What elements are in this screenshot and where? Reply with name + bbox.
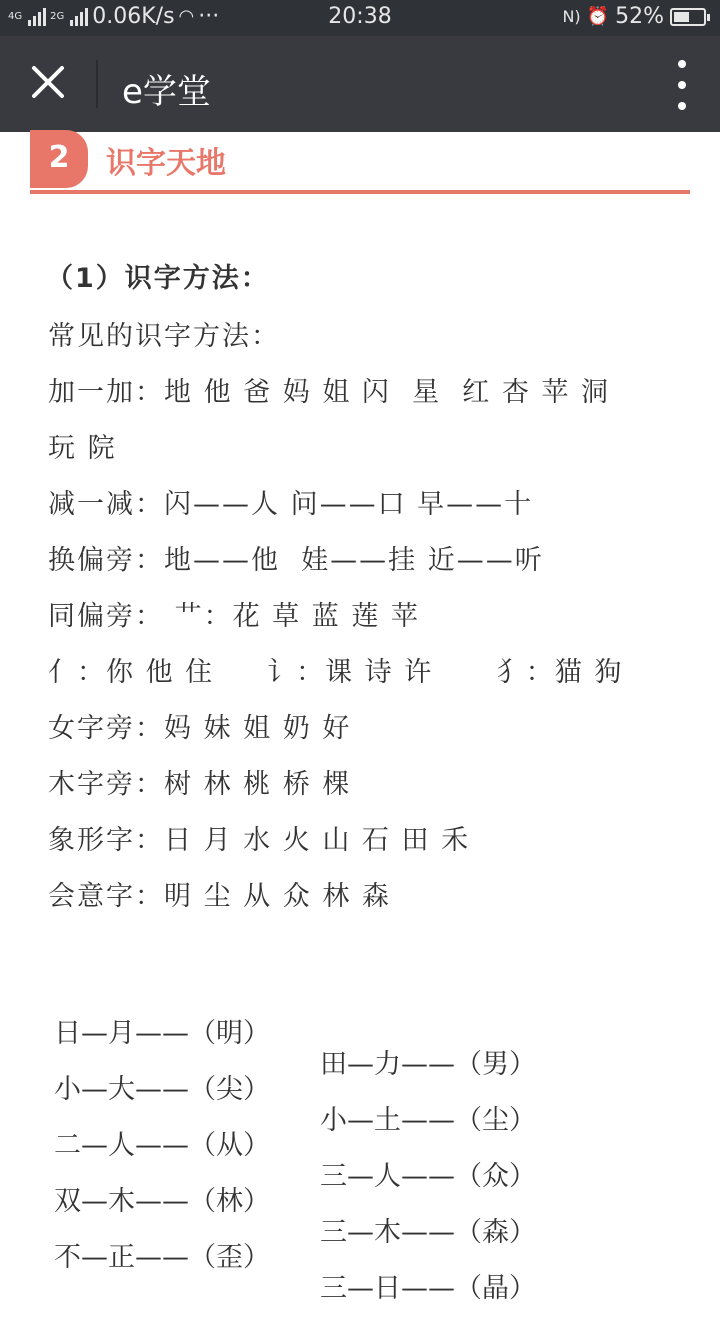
section-title: 识字天地 — [106, 146, 226, 181]
clock: 20:38 — [328, 4, 392, 29]
status-bar — [0, 0, 720, 36]
section-header — [30, 132, 690, 196]
subheading: （1）识字方法： — [46, 263, 270, 294]
pair-left: 日—月——（明） — [54, 1018, 270, 1049]
nfc-icon: N) — [562, 7, 581, 26]
status-right — [562, 4, 706, 29]
text-line: 加一加：地 他 爸 妈 姐 闪 星 红 杏 苹 洞 — [48, 377, 610, 408]
pair-right: 田—力——（男） — [320, 1049, 536, 1080]
pair-right: 三—日——（晶） — [320, 1273, 536, 1304]
text-line: 同偏旁： 艹：花 草 蓝 莲 苹 — [48, 601, 420, 632]
network-speed: 0.06K/s — [92, 4, 175, 29]
more-vertical-icon[interactable] — [670, 60, 694, 110]
text-line: 象形字：日 月 水 火 山 石 田 禾 — [48, 825, 471, 856]
section-number-badge: 2 — [30, 130, 88, 188]
text-line: 亻：你 他 住 讠：课 诗 许 犭：猫 狗 — [48, 657, 624, 688]
wifi-icon: ◠ — [178, 6, 195, 27]
pair-left: 不—正——（歪） — [54, 1242, 270, 1273]
text-line: 换偏旁：地——他 娃——挂 近——听 — [48, 545, 544, 576]
pair-left: 二—人——（从） — [54, 1130, 270, 1161]
pair-right: 三—人——（众） — [320, 1161, 536, 1192]
title-divider — [96, 60, 98, 108]
pair-right: 小—土——（尘） — [320, 1105, 536, 1136]
text-line: 木字旁：树 林 桃 桥 棵 — [48, 769, 352, 800]
text-line: 减一减：闪——人 问——口 早——十 — [48, 489, 534, 520]
text-line: 玩 院 — [48, 433, 117, 464]
pair-left: 小—大——（尖） — [54, 1074, 270, 1105]
pair-left: 双—木——（林） — [54, 1186, 270, 1217]
more-notifications: ··· — [198, 4, 220, 29]
text-line: 女字旁：妈 妹 姐 奶 好 — [48, 713, 352, 744]
battery-icon — [670, 8, 706, 26]
pair-right: 三—木——（森） — [320, 1217, 536, 1248]
close-icon[interactable] — [18, 54, 78, 114]
battery-percent: 52% — [615, 4, 664, 29]
network-type-2: 2G — [50, 10, 65, 22]
alarm-icon: ⏰ — [586, 6, 610, 27]
text-line: 会意字：明 尘 从 众 林 森 — [48, 881, 391, 912]
network-type: 4G — [8, 10, 23, 22]
title-bar — [0, 36, 720, 132]
page-title: e学堂 — [122, 72, 211, 112]
section-divider — [30, 190, 690, 194]
text-line: 常见的识字方法： — [48, 321, 280, 352]
